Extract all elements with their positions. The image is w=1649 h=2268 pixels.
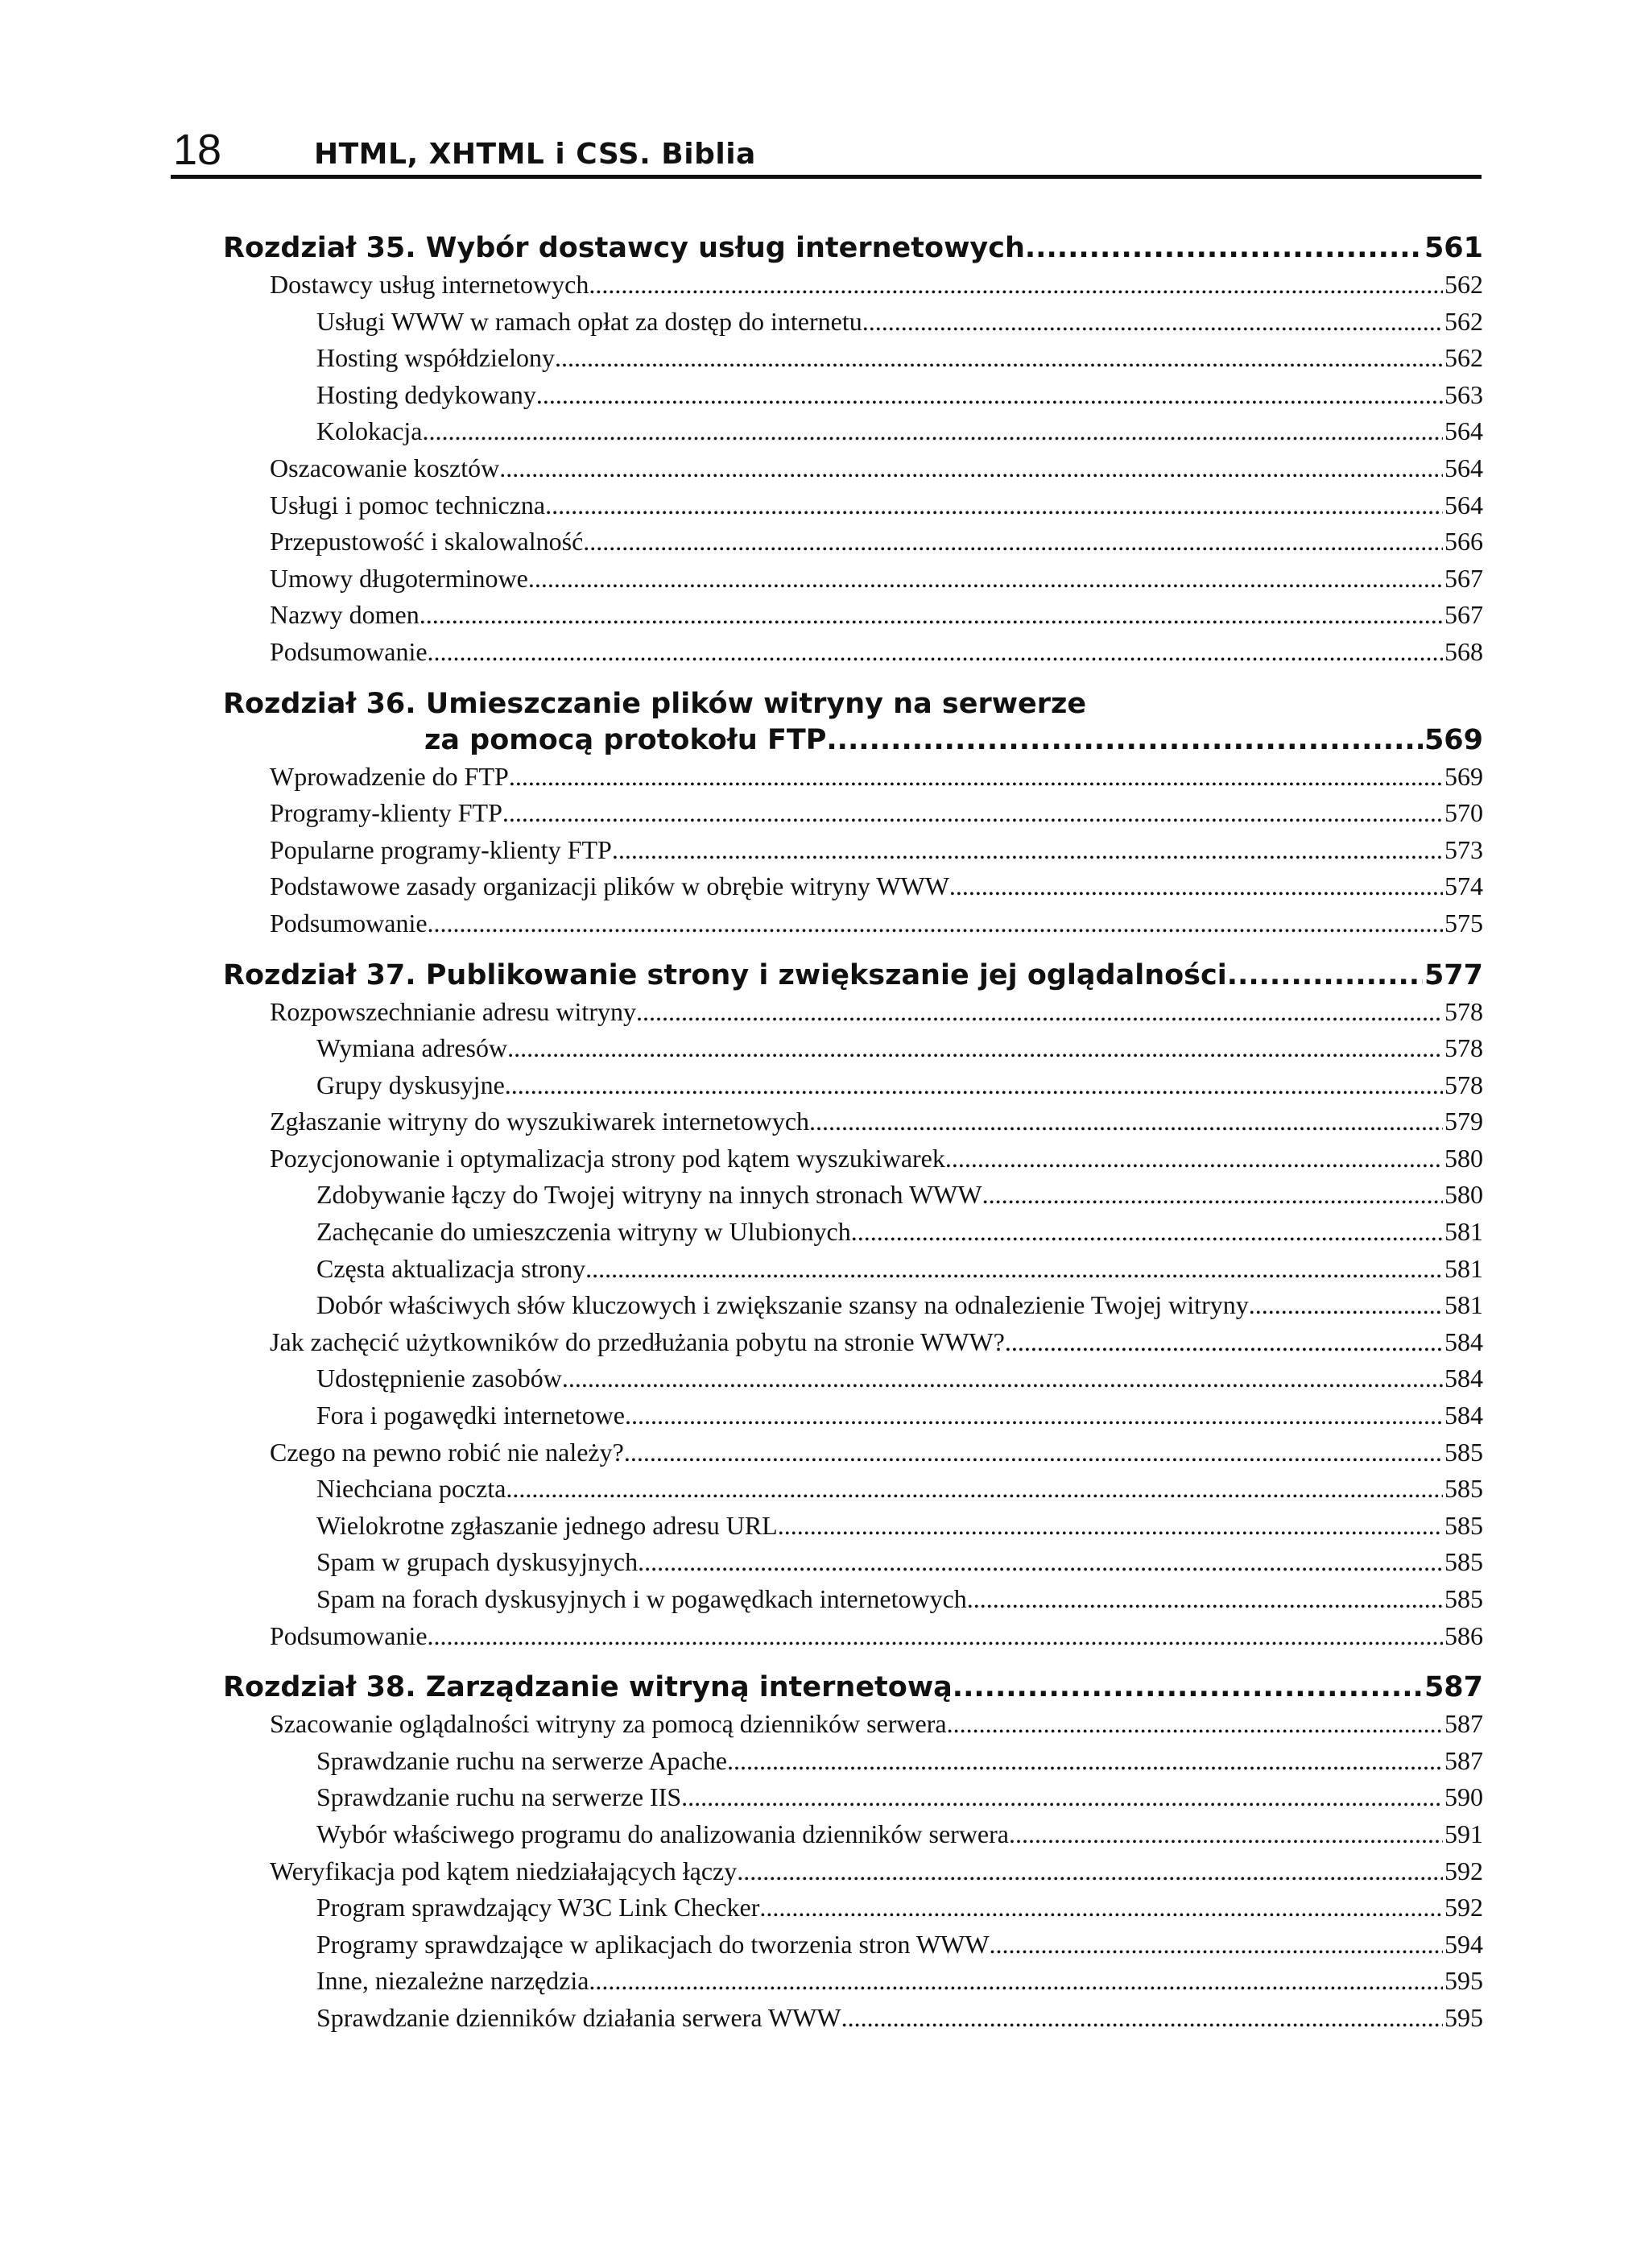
toc-entry[interactable]: [223, 377, 1483, 414]
toc-entry-title: Wybór właściwego programu do analizowania dzienników serwera: [316, 1819, 1009, 1848]
dot-leader: [982, 1177, 1443, 1214]
dot-leader: [612, 832, 1443, 869]
toc-entry-page-number: 579: [1444, 1107, 1483, 1136]
dot-leader: [507, 1030, 1443, 1067]
toc-entry-title: Pozycjonowanie i optymalizacja strony pod kątem wyszukiwarek: [270, 1143, 945, 1173]
dot-leader: [505, 1067, 1443, 1104]
toc-entry[interactable]: [223, 1544, 1483, 1581]
toc-entry[interactable]: [223, 524, 1483, 561]
dot-leader: [727, 1743, 1443, 1780]
toc-entry-page-number: 578: [1444, 1070, 1483, 1099]
dot-leader: [945, 1140, 1443, 1177]
dot-leader: [947, 1706, 1443, 1743]
toc-entry-page-number: 585: [1444, 1474, 1483, 1504]
toc-entry-title: Grupy dyskusyjne: [316, 1070, 505, 1099]
toc-entry-title: Usługi i pomoc techniczna: [270, 490, 546, 519]
toc-entry-title: Hosting dedykowany: [316, 379, 536, 409]
toc-entry-title: Częsta aktualizacja strony: [316, 1253, 586, 1283]
toc-entry-page-number: 573: [1444, 834, 1483, 864]
book-title: HTML, XHTML i CSS. Biblia: [314, 138, 756, 171]
toc-entry-page-number: 564: [1444, 490, 1483, 519]
toc-entry-page-number: 595: [1444, 1966, 1483, 1996]
toc-entry-title: Zgłaszanie witryny do wyszukiwarek internetowych: [270, 1107, 810, 1136]
dot-leader: [528, 561, 1443, 598]
toc-entry-title: Sprawdzanie ruchu na serwerze Apache: [316, 1745, 727, 1775]
chapter-section: [223, 230, 1483, 671]
toc-entry-title: Wielokrotne zgłaszanie jednego adresu URL: [316, 1510, 778, 1540]
toc-entry[interactable]: [223, 1508, 1483, 1545]
toc-entry-title: Przepustowość i skalowalność: [270, 527, 584, 557]
dot-leader: [423, 413, 1444, 450]
toc-entry-title: Szacowanie oglądalności witryny za pomocą dzienników serwera: [270, 1709, 947, 1739]
dot-leader: [536, 377, 1443, 414]
toc-entry[interactable]: [223, 1177, 1483, 1214]
toc-entry-page-number: 562: [1444, 270, 1483, 299]
toc-entry-title: Weryfikacja pod kątem niedziałających łączy: [270, 1856, 738, 1885]
toc-entry[interactable]: [223, 1618, 1483, 1655]
toc-entry-title: Niechciana poczta: [316, 1474, 506, 1504]
toc-entry-title: Hosting współdzielony: [316, 343, 555, 373]
toc-entry[interactable]: [223, 1581, 1483, 1618]
toc-entry-title: Sprawdzanie dzienników działania serwera WWW: [316, 2002, 841, 2032]
toc-entry[interactable]: [223, 561, 1483, 598]
toc-entry-page-number: 569: [1444, 761, 1483, 791]
toc-entry-page-number: 562: [1444, 343, 1483, 373]
toc-entry-page-number: 580: [1444, 1180, 1483, 1210]
toc-entry[interactable]: [223, 1360, 1483, 1397]
toc-entry[interactable]: [223, 450, 1483, 487]
toc-entry-page-number: 567: [1444, 563, 1483, 593]
toc-entry[interactable]: [223, 1140, 1483, 1177]
chapter-section: [223, 958, 1483, 1655]
chapter-page-number: 569: [1424, 723, 1483, 756]
toc-entry-page-number: 590: [1444, 1782, 1483, 1812]
toc-entry-page-number: 594: [1444, 1929, 1483, 1959]
toc-entry-title: Programy-klienty FTP: [270, 798, 502, 828]
chapter-title: Rozdział 38. Zarządzanie witryną internetową: [223, 1671, 953, 1704]
toc-entry-page-number: 585: [1444, 1547, 1483, 1577]
dot-leader: [562, 1360, 1443, 1397]
toc-entry-page-number: 568: [1444, 636, 1483, 666]
toc-entry[interactable]: [223, 1779, 1483, 1816]
dot-leader: [851, 1214, 1443, 1251]
toc-entry[interactable]: [223, 1816, 1483, 1853]
dot-leader: [826, 722, 1423, 759]
toc-entry[interactable]: [223, 1397, 1483, 1434]
dot-leader: [862, 304, 1443, 341]
toc-entry-page-number: 581: [1444, 1217, 1483, 1247]
toc-entry-title: Jak zachęcić użytkowników do przedłużania pobytu na stronie WWW?: [270, 1326, 1005, 1356]
dot-leader: [624, 1434, 1443, 1471]
dot-leader: [778, 1508, 1443, 1545]
toc-entry-title: Sprawdzanie ruchu na serwerze IIS: [316, 1782, 682, 1812]
toc-entry-title: Spam na forach dyskusyjnych i w pogawędkach internetowych: [316, 1584, 967, 1613]
toc-entry[interactable]: [223, 1287, 1483, 1324]
chapter-heading[interactable]: [223, 1670, 1483, 1706]
chapter-title: Rozdział 35. Wybór dostawcy usług internetowych: [223, 232, 1025, 264]
toc-entry[interactable]: [223, 994, 1483, 1031]
dot-leader: [506, 1471, 1443, 1508]
page-number: 18: [173, 126, 222, 174]
toc-entry-title: Umowy długoterminowe: [270, 563, 528, 593]
dot-leader: [499, 450, 1443, 487]
toc-entry-title: Wprowadzenie do FTP: [270, 761, 509, 791]
toc-entry[interactable]: [223, 1743, 1483, 1780]
toc-entry-page-number: 584: [1444, 1326, 1483, 1356]
toc-entry-page-number: 595: [1444, 2002, 1483, 2032]
toc-entry-title: Podsumowanie: [270, 1620, 428, 1650]
dot-leader: [681, 1779, 1443, 1816]
chapter-page-number: 587: [1424, 1671, 1483, 1704]
chapter-title: Rozdział 37. Publikowanie strony i zwiększanie jej oglądalności: [223, 958, 1227, 991]
toc-entry[interactable]: [223, 1471, 1483, 1508]
toc-entry-title: Program sprawdzający W3C Link Checker: [316, 1893, 760, 1922]
toc-entry[interactable]: [223, 487, 1483, 524]
dot-leader: [428, 1618, 1443, 1655]
toc-entry[interactable]: [223, 759, 1483, 796]
toc-entry-title: Kolokacja: [316, 416, 423, 446]
toc-entry[interactable]: [223, 413, 1483, 450]
toc-entry[interactable]: [223, 340, 1483, 377]
toc-entry-page-number: 585: [1444, 1437, 1483, 1467]
dot-leader: [841, 2000, 1443, 2037]
toc-entry[interactable]: [223, 905, 1483, 942]
toc-entry[interactable]: [223, 1889, 1483, 1927]
dot-leader: [1005, 1324, 1443, 1361]
toc-entry[interactable]: [223, 1927, 1483, 1964]
running-head: [173, 121, 1482, 179]
toc-entry-page-number: 581: [1444, 1253, 1483, 1283]
toc-entry[interactable]: [223, 1251, 1483, 1288]
toc-entry[interactable]: [223, 1853, 1483, 1890]
toc-entry[interactable]: [223, 1324, 1483, 1361]
dot-leader: [428, 634, 1443, 671]
toc-entry-page-number: 586: [1444, 1620, 1483, 1650]
dot-leader: [990, 1927, 1443, 1964]
toc-entry-title: Dostawcy usług internetowych: [270, 270, 589, 299]
toc-entry-page-number: 584: [1444, 1401, 1483, 1430]
toc-entry-title: Zdobywanie łączy do Twojej witryny na innych stronach WWW: [316, 1180, 982, 1210]
toc-entry[interactable]: [223, 795, 1483, 832]
toc-entry-title: Fora i pogawędki internetowe: [316, 1401, 625, 1430]
toc-entry[interactable]: [223, 868, 1483, 905]
dot-leader: [509, 759, 1443, 796]
chapter-heading[interactable]: [223, 958, 1483, 994]
dot-leader: [502, 795, 1443, 832]
toc-entry-page-number: 563: [1444, 379, 1483, 409]
dot-leader: [585, 1251, 1443, 1288]
dot-leader: [589, 267, 1443, 304]
toc-entry-page-number: 570: [1444, 798, 1483, 828]
dot-leader: [638, 1544, 1443, 1581]
toc-entry-title: Czego na pewno robić nie należy?: [270, 1437, 624, 1467]
toc-entry[interactable]: [223, 1030, 1483, 1067]
toc-entry-page-number: 578: [1444, 1033, 1483, 1063]
toc-entry-page-number: 564: [1444, 416, 1483, 446]
toc-entry-page-number: 574: [1444, 871, 1483, 901]
chapter-heading[interactable]: [223, 686, 1483, 759]
toc-entry-title: Podsumowanie: [270, 636, 428, 666]
toc-entry-page-number: 580: [1444, 1143, 1483, 1173]
dot-leader: [555, 340, 1443, 377]
table-of-contents: [223, 230, 1483, 2037]
toc-entry-page-number: 564: [1444, 453, 1483, 482]
toc-entry-title: Oszacowanie kosztów: [270, 453, 500, 482]
toc-entry[interactable]: [223, 2000, 1483, 2037]
dot-leader: [759, 1889, 1443, 1927]
header-rule: [171, 175, 1482, 179]
toc-entry-page-number: 585: [1444, 1584, 1483, 1613]
toc-entry-page-number: 592: [1444, 1856, 1483, 1885]
toc-entry-title: Dobór właściwych słów kluczowych i zwiększanie szansy na odnalezienie Twojej witryny: [316, 1290, 1249, 1320]
toc-entry-page-number: 587: [1444, 1709, 1483, 1739]
dot-leader: [419, 597, 1443, 634]
toc-entry[interactable]: [223, 267, 1483, 304]
dot-leader: [636, 994, 1443, 1031]
dot-leader: [1009, 1816, 1443, 1853]
toc-entry-page-number: 591: [1444, 1819, 1483, 1848]
dot-leader: [967, 1581, 1443, 1618]
toc-entry[interactable]: [223, 832, 1483, 869]
toc-entry-title: Rozpowszechnianie adresu witryny: [270, 996, 636, 1026]
chapter-section: [223, 1670, 1483, 2036]
toc-entry-title: Wymiana adresów: [316, 1033, 508, 1063]
toc-entry[interactable]: [223, 597, 1483, 634]
toc-entry-title: Programy sprawdzające w aplikacjach do tworzenia stron WWW: [316, 1929, 990, 1959]
toc-entry-title: Zachęcanie do umieszczenia witryny w Ulubionych: [316, 1217, 851, 1247]
toc-entry-title: Inne, niezależne narzędzia: [316, 1966, 589, 1996]
toc-entry[interactable]: [223, 1103, 1483, 1140]
dot-leader: [589, 1963, 1443, 2000]
toc-entry[interactable]: [223, 634, 1483, 671]
dot-leader: [428, 905, 1443, 942]
toc-entry-page-number: 587: [1444, 1745, 1483, 1775]
toc-entry-title: Popularne programy-klienty FTP: [270, 834, 612, 864]
toc-entry[interactable]: [223, 1434, 1483, 1471]
toc-entry-page-number: 567: [1444, 600, 1483, 630]
toc-entry-page-number: 584: [1444, 1364, 1483, 1393]
dot-leader: [737, 1853, 1443, 1890]
toc-entry-page-number: 566: [1444, 527, 1483, 557]
dot-leader: [1025, 230, 1423, 267]
dot-leader: [1249, 1287, 1443, 1324]
toc-entry-title: Udostępnienie zasobów: [316, 1364, 562, 1393]
dot-leader: [1227, 958, 1423, 994]
toc-entry[interactable]: [223, 1706, 1483, 1743]
toc-entry-page-number: 585: [1444, 1510, 1483, 1540]
dot-leader: [949, 868, 1443, 905]
toc-entry-title: Spam w grupach dyskusyjnych: [316, 1547, 639, 1577]
toc-entry-title: Usługi WWW w ramach opłat za dostęp do internetu: [316, 306, 862, 336]
toc-entry[interactable]: [223, 1067, 1483, 1104]
dot-leader: [809, 1103, 1443, 1140]
chapter-page-number: 561: [1424, 232, 1483, 264]
toc-entry-title: Nazwy domen: [270, 600, 419, 630]
chapter-title-continuation: za pomocą protokołu FTP: [424, 723, 827, 756]
chapter-title: Rozdział 36. Umieszczanie plików witryny na serwerze: [223, 687, 1087, 720]
dot-leader: [583, 524, 1443, 561]
toc-entry-page-number: 575: [1444, 908, 1483, 937]
toc-entry[interactable]: [223, 1963, 1483, 2000]
toc-entry-page-number: 592: [1444, 1893, 1483, 1922]
toc-entry-title: Podstawowe zasady organizacji plików w obrębie witryny WWW: [270, 871, 949, 901]
dot-leader: [953, 1670, 1423, 1706]
toc-entry-page-number: 562: [1444, 306, 1483, 336]
toc-entry[interactable]: [223, 304, 1483, 341]
toc-entry-page-number: 578: [1444, 996, 1483, 1026]
toc-entry[interactable]: [223, 1214, 1483, 1251]
toc-entry-page-number: 581: [1444, 1290, 1483, 1320]
toc-entry-title: Podsumowanie: [270, 908, 428, 937]
dot-leader: [625, 1397, 1443, 1434]
dot-leader: [545, 487, 1443, 524]
chapter-section: [223, 686, 1483, 942]
chapter-page-number: 577: [1424, 958, 1483, 991]
chapter-heading[interactable]: [223, 230, 1483, 267]
